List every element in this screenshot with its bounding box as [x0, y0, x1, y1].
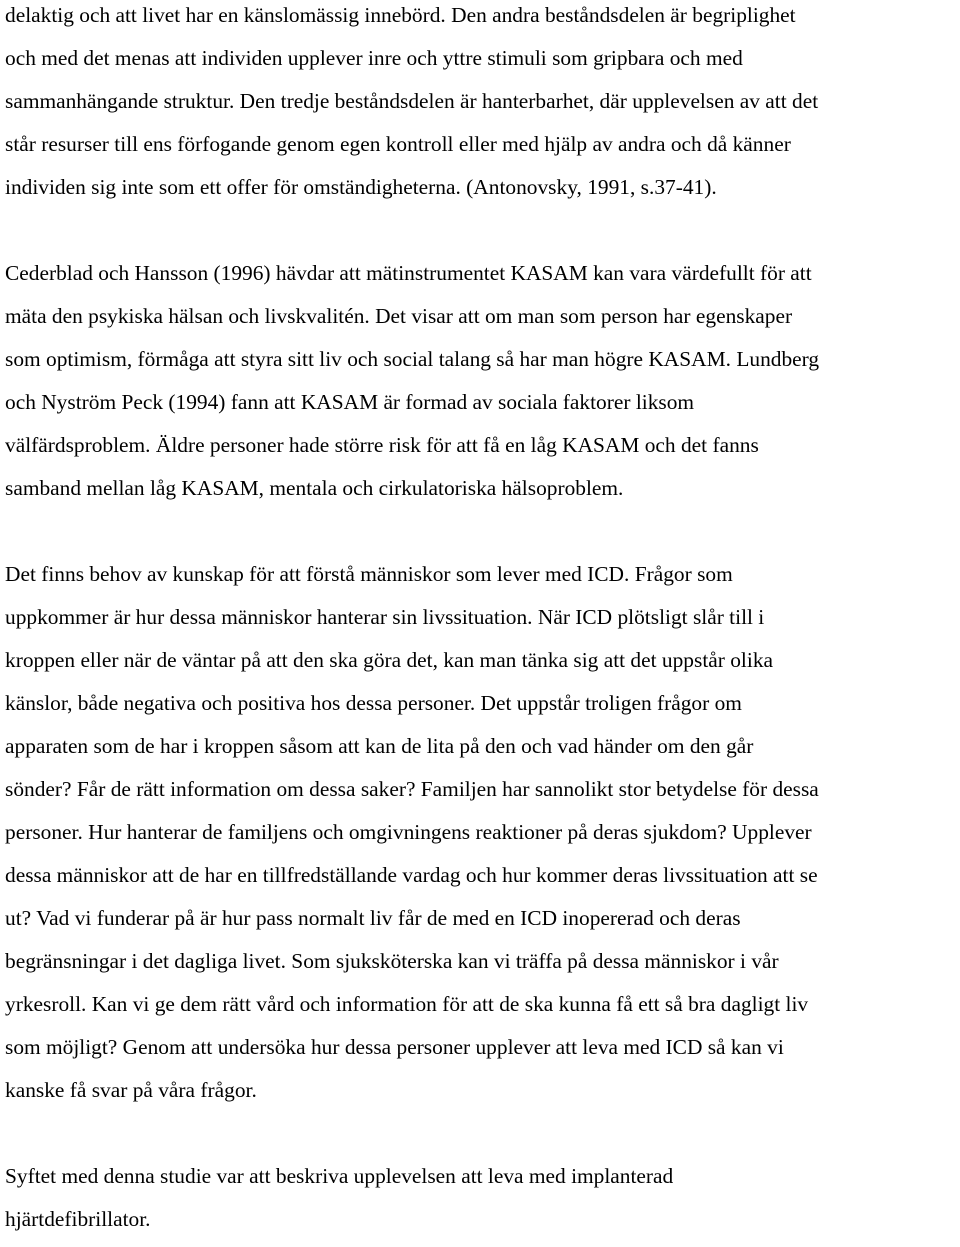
text-line: kanske få svar på våra frågor. — [5, 1078, 257, 1102]
text-line: välfärdsproblem. Äldre personer hade större risk för att få en låg KASAM och det fanns — [5, 433, 759, 457]
text-line: begränsningar i det dagliga livet. Som sjuksköterska kan vi träffa på dessa människor i vår — [5, 949, 779, 973]
text-line: delaktig och att livet har en känslomässig innebörd. Den andra beståndsdelen är begriplighet — [5, 3, 796, 27]
text-line: yrkesroll. Kan vi ge dem rätt vård och information för att de ska kunna få ett så bra dagligt liv — [5, 992, 809, 1016]
text-line: känslor, både negativa och positiva hos dessa personer. Det uppstår troligen frågor om — [5, 691, 742, 715]
text-line: apparaten som de har i kroppen såsom att kan de lita på den och vad händer om den går — [5, 734, 754, 758]
text-line: uppkommer är hur dessa människor hanterar sin livssituation. När ICD plötsligt slår till i — [5, 605, 765, 629]
text-line: Cederblad och Hansson (1996) hävdar att mätinstrumentet KASAM kan vara värdefullt för att — [5, 261, 812, 285]
text-line: som optimism, förmåga att styra sitt liv och social talang så har man högre KASAM. Lundberg — [5, 347, 820, 371]
paragraph-study-aim — [5, 1155, 960, 1241]
text-line: och Nyström Peck (1994) fann att KASAM är formad av sociala faktorer liksom — [5, 390, 695, 414]
text-line: personer. Hur hanterar de familjens och omgivningens reaktioner på deras sjukdom? Upplever — [5, 820, 812, 844]
text-line: Syftet med denna studie var att beskriva upplevelsen att leva med implanterad — [5, 1164, 674, 1188]
text-line: Det finns behov av kunskap för att förstå människor som lever med ICD. Frågor som — [5, 562, 733, 586]
text-line: hjärtdefibrillator. — [5, 1207, 151, 1231]
text-line: som möjligt? Genom att undersöka hur dessa personer upplever att leva med ICD så kan vi — [5, 1035, 784, 1059]
text-line: står resurser till ens förfogande genom egen kontroll eller med hjälp av andra och då känner — [5, 132, 791, 156]
paragraph-kasam-components — [5, 0, 960, 209]
text-line: individen sig inte som ett offer för omständigheterna. (Antonovsky, 1991, s.37-41). — [5, 175, 717, 199]
text-line: mäta den psykiska hälsan och livskvalitén. Det visar att om man som person har egenskaper — [5, 304, 793, 328]
text-line: ut? Vad vi funderar på är hur pass normalt liv får de med en ICD inopererad och deras — [5, 906, 741, 930]
text-line: samband mellan låg KASAM, mentala och cirkulatoriska hälsoproblem. — [5, 476, 624, 500]
document-page — [5, 0, 960, 1247]
paragraph-kasam-research — [5, 252, 960, 510]
paragraph-icd-questions — [5, 553, 960, 1112]
text-line: dessa människor att de har en tillfredställande vardag och hur kommer deras livssituation att se — [5, 863, 818, 887]
text-line: sönder? Får de rätt information om dessa saker? Familjen har sannolikt stor betydelse för dessa — [5, 777, 819, 801]
text-line: kroppen eller när de väntar på att den ska göra det, kan man tänka sig att det uppstår olika — [5, 648, 774, 672]
text-line: och med det menas att individen upplever inre och yttre stimuli som gripbara och med — [5, 46, 743, 70]
text-line: sammanhängande struktur. Den tredje beståndsdelen är hanterbarhet, där upplevelsen av att det — [5, 89, 819, 113]
